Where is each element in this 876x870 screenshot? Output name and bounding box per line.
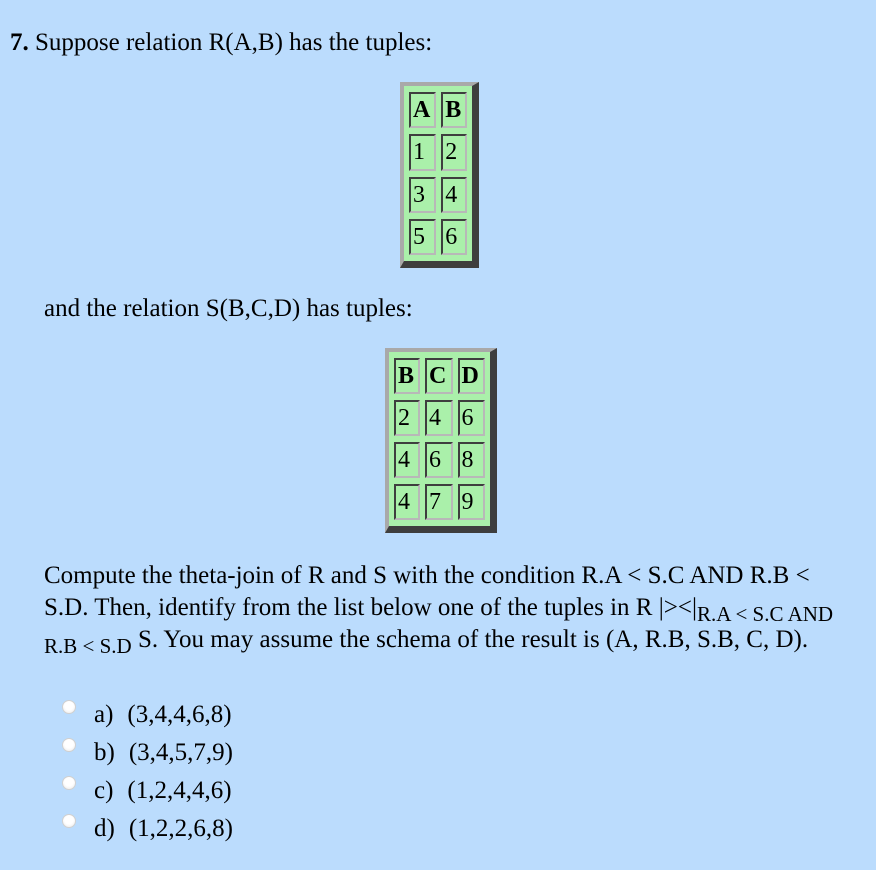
join-condition-subscript: R.A < S.C AND R.B < S.D xyxy=(44,602,834,658)
question-number: 7. xyxy=(10,29,29,56)
table-cell: 6 xyxy=(425,442,452,478)
column-header: B xyxy=(441,92,467,128)
question-intro: Suppose relation R(A,B) has the tuples: xyxy=(35,29,433,56)
table-cell: 5 xyxy=(409,219,436,255)
table-cell: 4 xyxy=(394,442,420,478)
radio-button[interactable] xyxy=(62,776,76,790)
option-letter: c) xyxy=(94,777,114,804)
table-cell: 9 xyxy=(458,484,486,520)
table-row xyxy=(409,134,467,170)
table-cell: 6 xyxy=(458,400,486,436)
option-value: (3,4,5,7,9) xyxy=(128,739,233,766)
table-cell: 7 xyxy=(425,484,452,520)
paragraph-text-2: S. You may assume the schema of the result is (A, R.B, S.B, C, D). xyxy=(131,626,809,653)
option-letter: d) xyxy=(94,815,115,842)
radio-button[interactable] xyxy=(62,738,76,752)
option-b[interactable] xyxy=(62,734,233,772)
question-header xyxy=(10,28,432,58)
column-header: B xyxy=(394,358,420,394)
radio-button[interactable] xyxy=(62,700,76,714)
theta-join-symbol: |><| xyxy=(658,594,697,621)
option-value: (1,2,4,4,6) xyxy=(127,777,232,804)
option-d[interactable] xyxy=(62,810,233,848)
table-header-row xyxy=(394,358,485,394)
middle-text: and the relation S(B,C,D) has tuples: xyxy=(44,295,413,322)
relation-s-table xyxy=(385,348,497,533)
column-header: A xyxy=(409,92,436,128)
table-row xyxy=(394,400,485,436)
radio-button[interactable] xyxy=(62,814,76,828)
answer-options xyxy=(62,696,233,848)
table-cell: 1 xyxy=(409,134,436,170)
table-cell: 4 xyxy=(394,484,420,520)
column-header: C xyxy=(425,358,452,394)
table-cell: 4 xyxy=(441,177,467,213)
option-value: (3,4,4,6,8) xyxy=(127,701,232,728)
table-row xyxy=(409,177,467,213)
option-a[interactable] xyxy=(62,696,233,734)
table-cell: 2 xyxy=(441,134,467,170)
table-header-row xyxy=(409,92,467,128)
column-header: D xyxy=(458,358,486,394)
option-c[interactable] xyxy=(62,772,233,810)
table-row xyxy=(409,219,467,255)
option-value: (1,2,2,6,8) xyxy=(128,815,233,842)
question-paragraph xyxy=(44,560,844,656)
table-cell: 2 xyxy=(394,400,420,436)
table-cell: 8 xyxy=(458,442,486,478)
table-cell: 4 xyxy=(425,400,452,436)
relation-r-table xyxy=(400,82,479,268)
table-row xyxy=(394,484,485,520)
option-letter: b) xyxy=(94,739,115,766)
option-letter: a) xyxy=(94,701,114,728)
table-cell: 3 xyxy=(409,177,436,213)
paragraph-text-1: Compute the theta-join of R and S with the condition R.A < S.C AND R.B < S.D. Then, identify from the list below one of the tuples in R xyxy=(44,562,810,621)
table-cell: 6 xyxy=(441,219,467,255)
table-row xyxy=(394,442,485,478)
